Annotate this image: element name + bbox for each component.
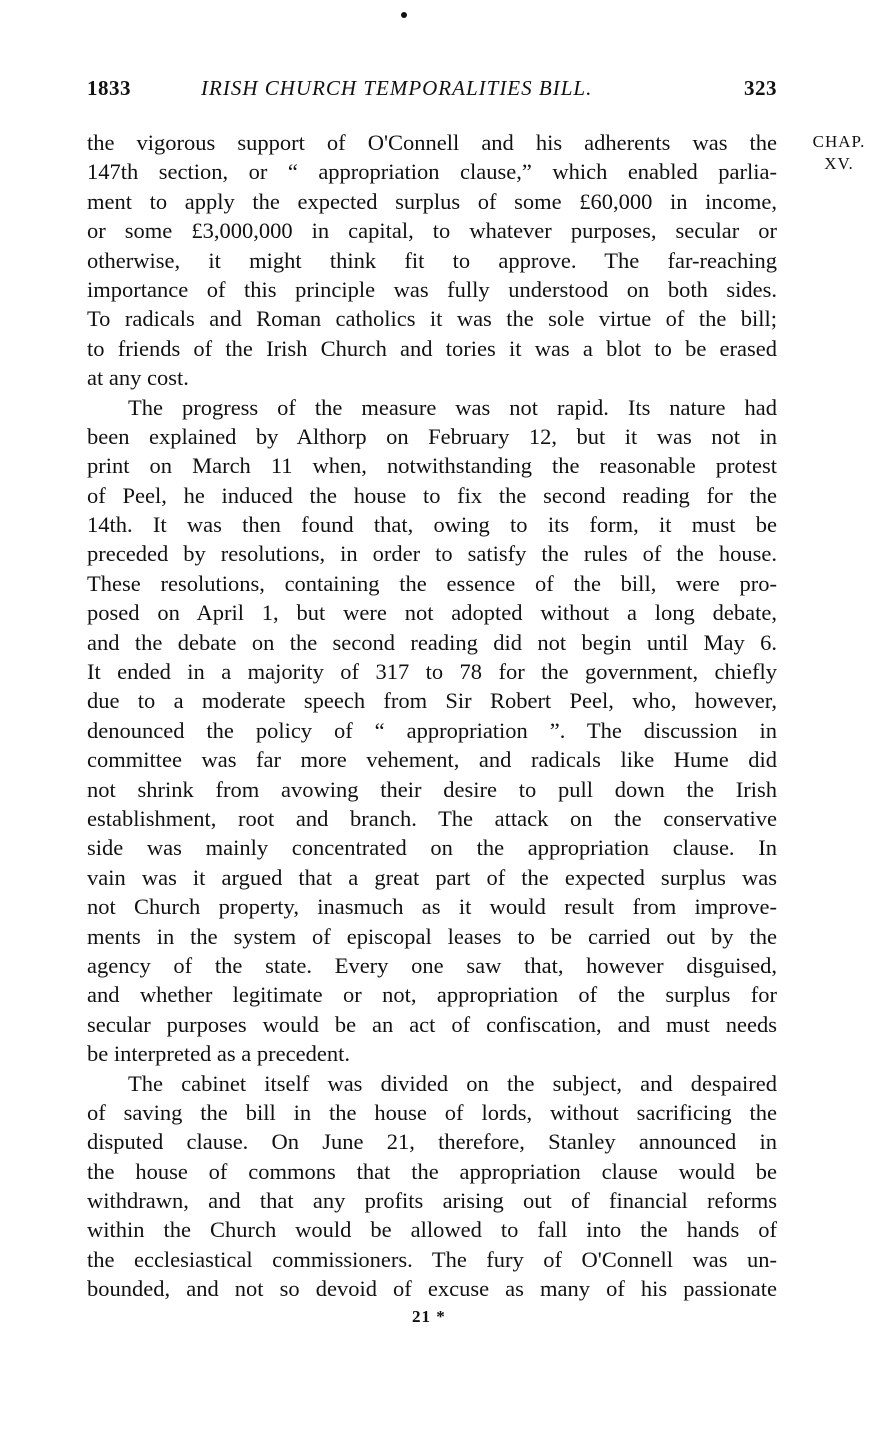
text-line: These resolutions, containing the essence of the bill, were pro- [87, 570, 777, 596]
text-line: been explained by Althorp on February 12, but it was not in [87, 423, 777, 449]
text-line: The cabinet itself was divided on the subject, and despaired [128, 1070, 777, 1096]
text-line: not shrink from avowing their desire to pull down the Irish [87, 776, 777, 802]
chapter-number: XV. [824, 154, 854, 173]
text-line: 147th section, or “ appropriation clause,” which enabled parlia- [87, 159, 777, 185]
text-line: committee was far more vehement, and radicals like Hume did [87, 747, 777, 773]
text-line: print on March 11 when, notwithstanding the reasonable protest [87, 453, 777, 479]
paragraph [87, 128, 777, 393]
text-line: the ecclesiastical commissioners. The fury of O'Connell was un- [87, 1246, 777, 1272]
chapter-margin-note [804, 131, 874, 175]
running-head-year: 1833 [87, 76, 131, 100]
text-line: bounded, and not so devoid of excuse as many of his passionate [87, 1276, 777, 1302]
text-line: and the debate on the second reading did not begin until May 6. [87, 629, 777, 655]
text-line: the house of commons that the appropriation clause would be [87, 1158, 777, 1184]
text-line: ments in the system of episcopal leases to be carried out by the [87, 923, 777, 949]
text-line: not Church property, inasmuch as it would result from improve- [87, 894, 777, 920]
text-line: establishment, root and branch. The attack on the conservative [87, 805, 777, 831]
page-number: 323 [744, 76, 777, 100]
text-line: denounced the policy of “ appropriation ”. The discussion in [87, 717, 777, 743]
text-line: within the Church would be allowed to fall into the hands of [87, 1217, 777, 1243]
text-line: To radicals and Roman catholics it was the sole virtue of the bill; [87, 306, 777, 332]
text-line: agency of the state. Every one saw that, however disguised, [87, 952, 777, 978]
text-line: of Peel, he induced the house to fix the second reading for the [87, 482, 777, 508]
text-line: posed on April 1, but were not adopted without a long debate, [87, 600, 777, 626]
text-line: be interpreted as a precedent. [87, 1041, 350, 1067]
text-line: withdrawn, and that any profits arising out of financial reforms [87, 1188, 777, 1214]
text-line: side was mainly concentrated on the appropriation clause. In [87, 835, 777, 861]
text-line: ment to apply the expected surplus of some £60,000 in income, [87, 188, 777, 214]
text-line: preceded by resolutions, in order to satisfy the rules of the house. [87, 541, 777, 567]
text-line: 14th. It was then found that, owing to its form, it must be [87, 512, 777, 538]
body-text [87, 128, 777, 1304]
paragraph [87, 1069, 777, 1304]
paragraph [87, 393, 777, 1069]
text-line: It ended in a majority of 317 to 78 for the government, chiefly [87, 659, 777, 685]
running-head [87, 76, 777, 106]
text-line: or some £3,000,000 in capital, to whatever purposes, secular or [87, 218, 777, 244]
running-head-title: IRISH CHURCH TEMPORALITIES BILL. [201, 76, 593, 100]
text-line: at any cost. [87, 365, 189, 391]
text-line: disputed clause. On June 21, therefore, Stanley announced in [87, 1129, 777, 1155]
text-line: otherwise, it might think fit to approve. The far-reaching [87, 247, 777, 273]
text-line: The progress of the measure was not rapid. Its nature had [128, 394, 777, 420]
text-line: due to a moderate speech from Sir Robert Peel, who, however, [87, 688, 777, 714]
text-line: importance of this principle was fully understood on both sides. [87, 276, 777, 302]
text-line: the vigorous support of O'Connell and his adherents was the [87, 130, 777, 155]
text-line: vain was it argued that a great part of the expected surplus was [87, 864, 777, 890]
signature-mark: 21 * [412, 1307, 446, 1326]
text-line: to friends of the Irish Church and tories it was a blot to be erased [87, 335, 777, 361]
text-line: of saving the bill in the house of lords, without sacrificing the [87, 1099, 777, 1125]
text-line: secular purposes would be an act of confiscation, and must needs [87, 1011, 777, 1037]
chapter-label: CHAP. [812, 132, 866, 151]
text-line: and whether legitimate or not, appropriation of the surplus for [87, 982, 777, 1008]
printer-dot-mark [401, 12, 407, 18]
